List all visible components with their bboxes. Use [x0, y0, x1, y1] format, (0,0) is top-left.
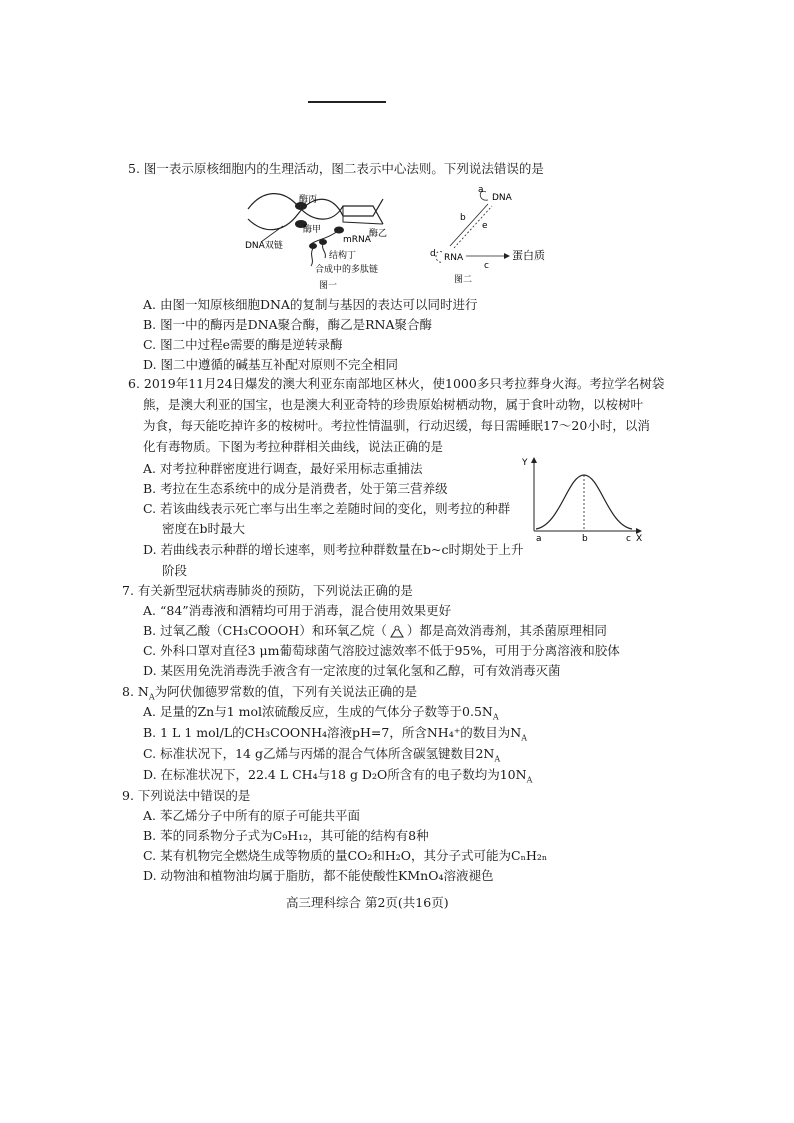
q5-figure-1 [243, 184, 411, 292]
svg-text:a: a [536, 534, 542, 543]
label-jiabing: 酶丙 [299, 195, 318, 205]
svg-text:Y: Y [522, 458, 528, 468]
q6-graph [520, 455, 648, 543]
label-dna: DNA双链 [245, 241, 283, 251]
fig2-protein: 蛋白质 [512, 249, 545, 262]
q8-option-a: A. 足量的Zn与1 mol浓硫酸反应，生成的气体分子数等于$0.5N_A$ [143, 704, 499, 722]
svg-text:X: X [636, 534, 643, 543]
svg-text:b: b [582, 534, 588, 543]
svg-text:d: d [430, 249, 436, 259]
label-mrna: mRNA [343, 235, 371, 245]
q9-option-c: C. 某有机物完全燃烧生成等物质的量CO₂和H₂O，其分子式可能为CₙH₂ₙ [143, 848, 548, 863]
q6-option-a: A. 对考拉种群密度进行调查，最好采用标志重捕法 [143, 461, 423, 476]
q9-stem: 9. 下列说法中错误的是 [122, 788, 251, 803]
svg-text:c: c [484, 261, 489, 271]
svg-text:e: e [482, 221, 488, 231]
q7-option-b: B. 过氧乙酸（CH₃COOOH）和环氧乙烷（ ）都是高效消毒剂，其杀菌原理相同 [143, 623, 607, 638]
fig1-caption: 图一 [319, 281, 338, 291]
fig2-dna: DNA [492, 193, 512, 203]
q7-option-a: A. “84”消毒液和酒精均可用于消毒，混合使用效果更好 [143, 603, 452, 618]
q6-option-d: D. 若曲线表示种群的增长速率，则考拉种群数量在b~c时期处于上升 [143, 542, 524, 557]
q5-figure-2 [428, 184, 548, 284]
q7-option-c: C. 外科口罩对直径3 μm葡萄球菌气溶胶过滤效率不低于95%，可用于分离溶液和胶体 [143, 643, 620, 658]
label-hecheng: 合成中的多肽链 [315, 265, 379, 275]
q6-option-c: C. 若该曲线表示死亡率与出生率之差随时间的变化，则考拉的种群 [143, 501, 511, 516]
q6-option-b: B. 考拉在生态系统中的成分是消费者，处于第三营养级 [143, 481, 448, 496]
label-yi: 酶乙 [369, 229, 388, 239]
q9-option-d: D. 动物油和植物油均属于脂肪，都不能使酸性KMnO₄溶液褪色 [143, 868, 494, 883]
q8-stem: 8. $N_A$为阿伏伽德罗常数的值，下列有关说法正确的是 [122, 684, 418, 702]
q8-option-b: B. 1 L 1 mol/L的CH₃COONH₄溶液pH=7，所含NH₄⁺的数目为$N_A$ [143, 725, 528, 743]
q6-option-c-cont: 密度在b时最大 [162, 521, 246, 536]
top-rule [308, 101, 386, 103]
q5-option-b: B. 图一中的酶丙是DNA聚合酶，酶乙是RNA聚合酶 [143, 317, 432, 332]
q5-option-d: D. 图二中遵循的碱基互补配对原则不完全相同 [143, 357, 399, 372]
label-jiajia: 酶甲 [303, 225, 322, 235]
q5-option-c: C. 图二中过程e需要的酶是逆转录酶 [143, 337, 343, 352]
q5-stem: 5. 图一表示原核细胞内的生理活动，图二表示中心法则。下列说法错误的是 [128, 161, 544, 176]
q6-stem-line-4: 化有毒物质。下图为考拉种群相关曲线，说法正确的是 [143, 439, 444, 454]
q8-option-c: C. 标准状况下，14 g乙烯与丙烯的混合气体所含碳氢键数目$2N_A$ [143, 746, 501, 764]
q9-option-b: B. 苯的同系物分子式为C₉H₁₂，其可能的结构有8种 [143, 828, 429, 843]
q7-option-d: D. 某医用免洗消毒洗手液含有一定浓度的过氧化氢和乙醇，可有效消毒灭菌 [143, 663, 561, 678]
page-footer: 高三理科综合 第2页(共16页) [286, 895, 449, 910]
svg-text:b: b [460, 213, 466, 223]
ethylene-oxide-icon [387, 625, 407, 639]
q7-stem: 7. 有关新型冠状病毒肺炎的预防，下列说法正确的是 [122, 583, 413, 598]
svg-text:c: c [626, 534, 631, 543]
label-jiegou: 结构丁 [329, 251, 357, 261]
q6-stem-line-2: 熊，是澳大利亚的国宝，也是澳大利亚奇特的珍贵原始树栖动物，属于食叶动物，以桉树叶 [143, 397, 644, 412]
svg-text:a: a [478, 185, 484, 195]
fig2-caption: 图二 [454, 275, 473, 284]
q6-stem-line-3: 为食，每天能吃掉许多的桉树叶。考拉性情温驯，行动迟缓，每日需睡眠17～20小时，以消 [143, 418, 650, 433]
q8-option-d: D. 在标准状况下，22.4 L CH₄与18 g D₂O所含有的电子数均为$10N_A$ [143, 767, 533, 785]
q5-option-a: A. 由图一知原核细胞DNA的复制与基因的表达可以同时进行 [143, 297, 478, 312]
q9-option-a: A. 苯乙烯分子中所有的原子可能共平面 [143, 808, 360, 823]
q6-stem-line-1: 6. 2019年11月24日爆发的澳大利亚东南部地区林火，使1000多只考拉葬身火海。考拉学名树袋 [128, 376, 665, 391]
q6-option-d-cont: 阶段 [162, 563, 188, 578]
fig2-rna: RNA [444, 253, 464, 263]
